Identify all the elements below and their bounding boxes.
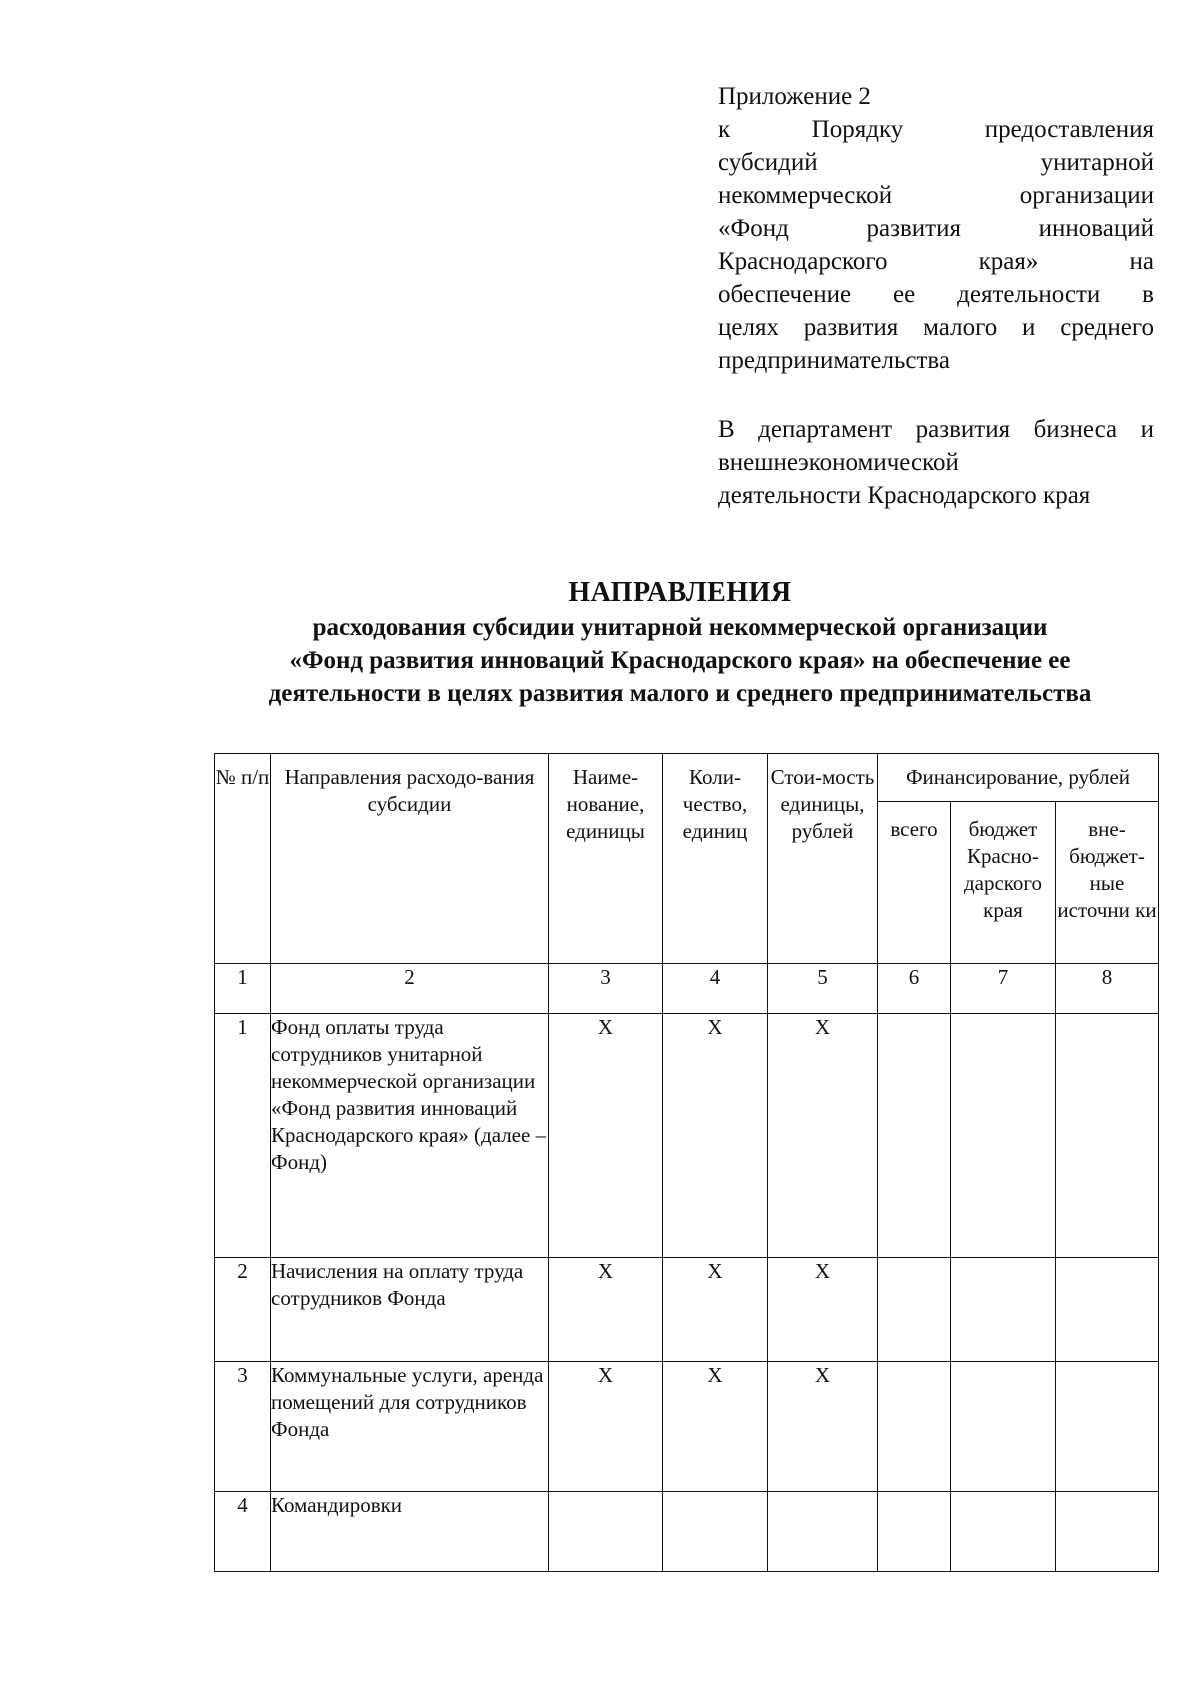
- row-total: [878, 1362, 951, 1492]
- row-unit-name: X: [549, 1258, 663, 1362]
- row-quantity: X: [663, 1014, 768, 1258]
- row-regional-budget: [951, 1492, 1056, 1572]
- row-unit-cost: X: [768, 1014, 878, 1258]
- expense-directions-table: [214, 753, 1159, 1572]
- header-num: № п/п: [215, 754, 271, 964]
- row-unit-cost: X: [768, 1362, 878, 1492]
- title-subtitle: расходования субсидии унитарной некоммерческой организации: [312, 614, 1048, 641]
- column-number-row: [215, 964, 1159, 1014]
- title-subtitle: «Фонд развития инноваций Краснодарского края» на обеспечение ее: [289, 647, 1071, 674]
- row-direction: Командировки: [271, 1492, 549, 1572]
- column-number: 5: [768, 964, 878, 1014]
- column-number: 1: [215, 964, 271, 1014]
- row-index: 2: [215, 1258, 271, 1362]
- header-total: всего: [878, 802, 951, 964]
- column-number: 7: [951, 964, 1056, 1014]
- row-quantity: X: [663, 1362, 768, 1492]
- header-direction: Направления расходо-вания субсидии: [271, 754, 549, 964]
- row-unit-cost: [768, 1492, 878, 1572]
- row-extra-budget: [1056, 1492, 1159, 1572]
- row-unit-name: X: [549, 1014, 663, 1258]
- appendix-header: [718, 80, 1154, 377]
- row-regional-budget: [951, 1258, 1056, 1362]
- row-extra-budget: [1056, 1014, 1159, 1258]
- row-extra-budget: [1056, 1362, 1159, 1492]
- table-row: [215, 1492, 1159, 1572]
- row-direction: Фонд оплаты труда сотрудников унитарной некоммерческой организации «Фонд развития инноваций Краснодарского края» (далее – Фонд): [271, 1014, 549, 1258]
- addressee-line: В департамент развития бизнеса и: [718, 416, 1154, 443]
- column-number: 8: [1056, 964, 1159, 1014]
- column-number: 6: [878, 964, 951, 1014]
- row-index: 1: [215, 1014, 271, 1258]
- row-quantity: [663, 1492, 768, 1572]
- column-number: 2: [271, 964, 549, 1014]
- table-row: [215, 1258, 1159, 1362]
- appendix-line: «Фонд развития инноваций: [718, 215, 1154, 242]
- row-direction: Начисления на оплату труда сотрудников Фонда: [271, 1258, 549, 1362]
- header-unit-cost: Стои-мость единицы, рублей: [768, 754, 878, 964]
- header-regional-budget: бюджет Красно-дарского края: [951, 802, 1056, 964]
- row-quantity: X: [663, 1258, 768, 1362]
- addressee-line: деятельности Краснодарского края: [718, 482, 1091, 509]
- header-quantity: Коли-чество, единиц: [663, 754, 768, 964]
- column-number: 3: [549, 964, 663, 1014]
- addressee-block: [718, 413, 1154, 512]
- row-total: [878, 1492, 951, 1572]
- title-subtitle: деятельности в целях развития малого и среднего предпринимательства: [268, 680, 1092, 707]
- table-row: [215, 1362, 1159, 1492]
- row-regional-budget: [951, 1014, 1056, 1258]
- row-unit-name: X: [549, 1362, 663, 1492]
- appendix-line: предпринимательства: [718, 347, 950, 374]
- row-index: 3: [215, 1362, 271, 1492]
- row-total: [878, 1014, 951, 1258]
- row-unit-cost: X: [768, 1258, 878, 1362]
- table-row: [215, 1014, 1159, 1258]
- appendix-line: Приложение 2: [718, 83, 871, 110]
- header-unit-name: Наиме-нование, единицы: [549, 754, 663, 964]
- row-index: 4: [215, 1492, 271, 1572]
- row-unit-name: [549, 1492, 663, 1572]
- header-financing: Финансирование, рублей: [878, 754, 1159, 802]
- appendix-line: некоммерческой организации: [718, 182, 1154, 209]
- column-number: 4: [663, 964, 768, 1014]
- title-main: НАПРАВЛЕНИЯ: [568, 577, 792, 608]
- document-title: [150, 575, 1200, 710]
- row-direction: Коммунальные услуги, аренда помещений для сотрудников Фонда: [271, 1362, 549, 1492]
- appendix-line: Краснодарского края» на: [718, 248, 1154, 275]
- appendix-line: субсидий унитарной: [718, 149, 1154, 176]
- row-extra-budget: [1056, 1258, 1159, 1362]
- addressee-line: внешнеэкономической: [718, 449, 959, 476]
- appendix-line: целях развития малого и среднего: [718, 314, 1154, 341]
- row-total: [878, 1258, 951, 1362]
- appendix-line: к Порядку предоставления: [718, 116, 1154, 143]
- header-extra-budget: вне-бюджет-ные источни ки: [1056, 802, 1159, 964]
- appendix-line: обеспечение ее деятельности в: [718, 281, 1154, 308]
- row-regional-budget: [951, 1362, 1056, 1492]
